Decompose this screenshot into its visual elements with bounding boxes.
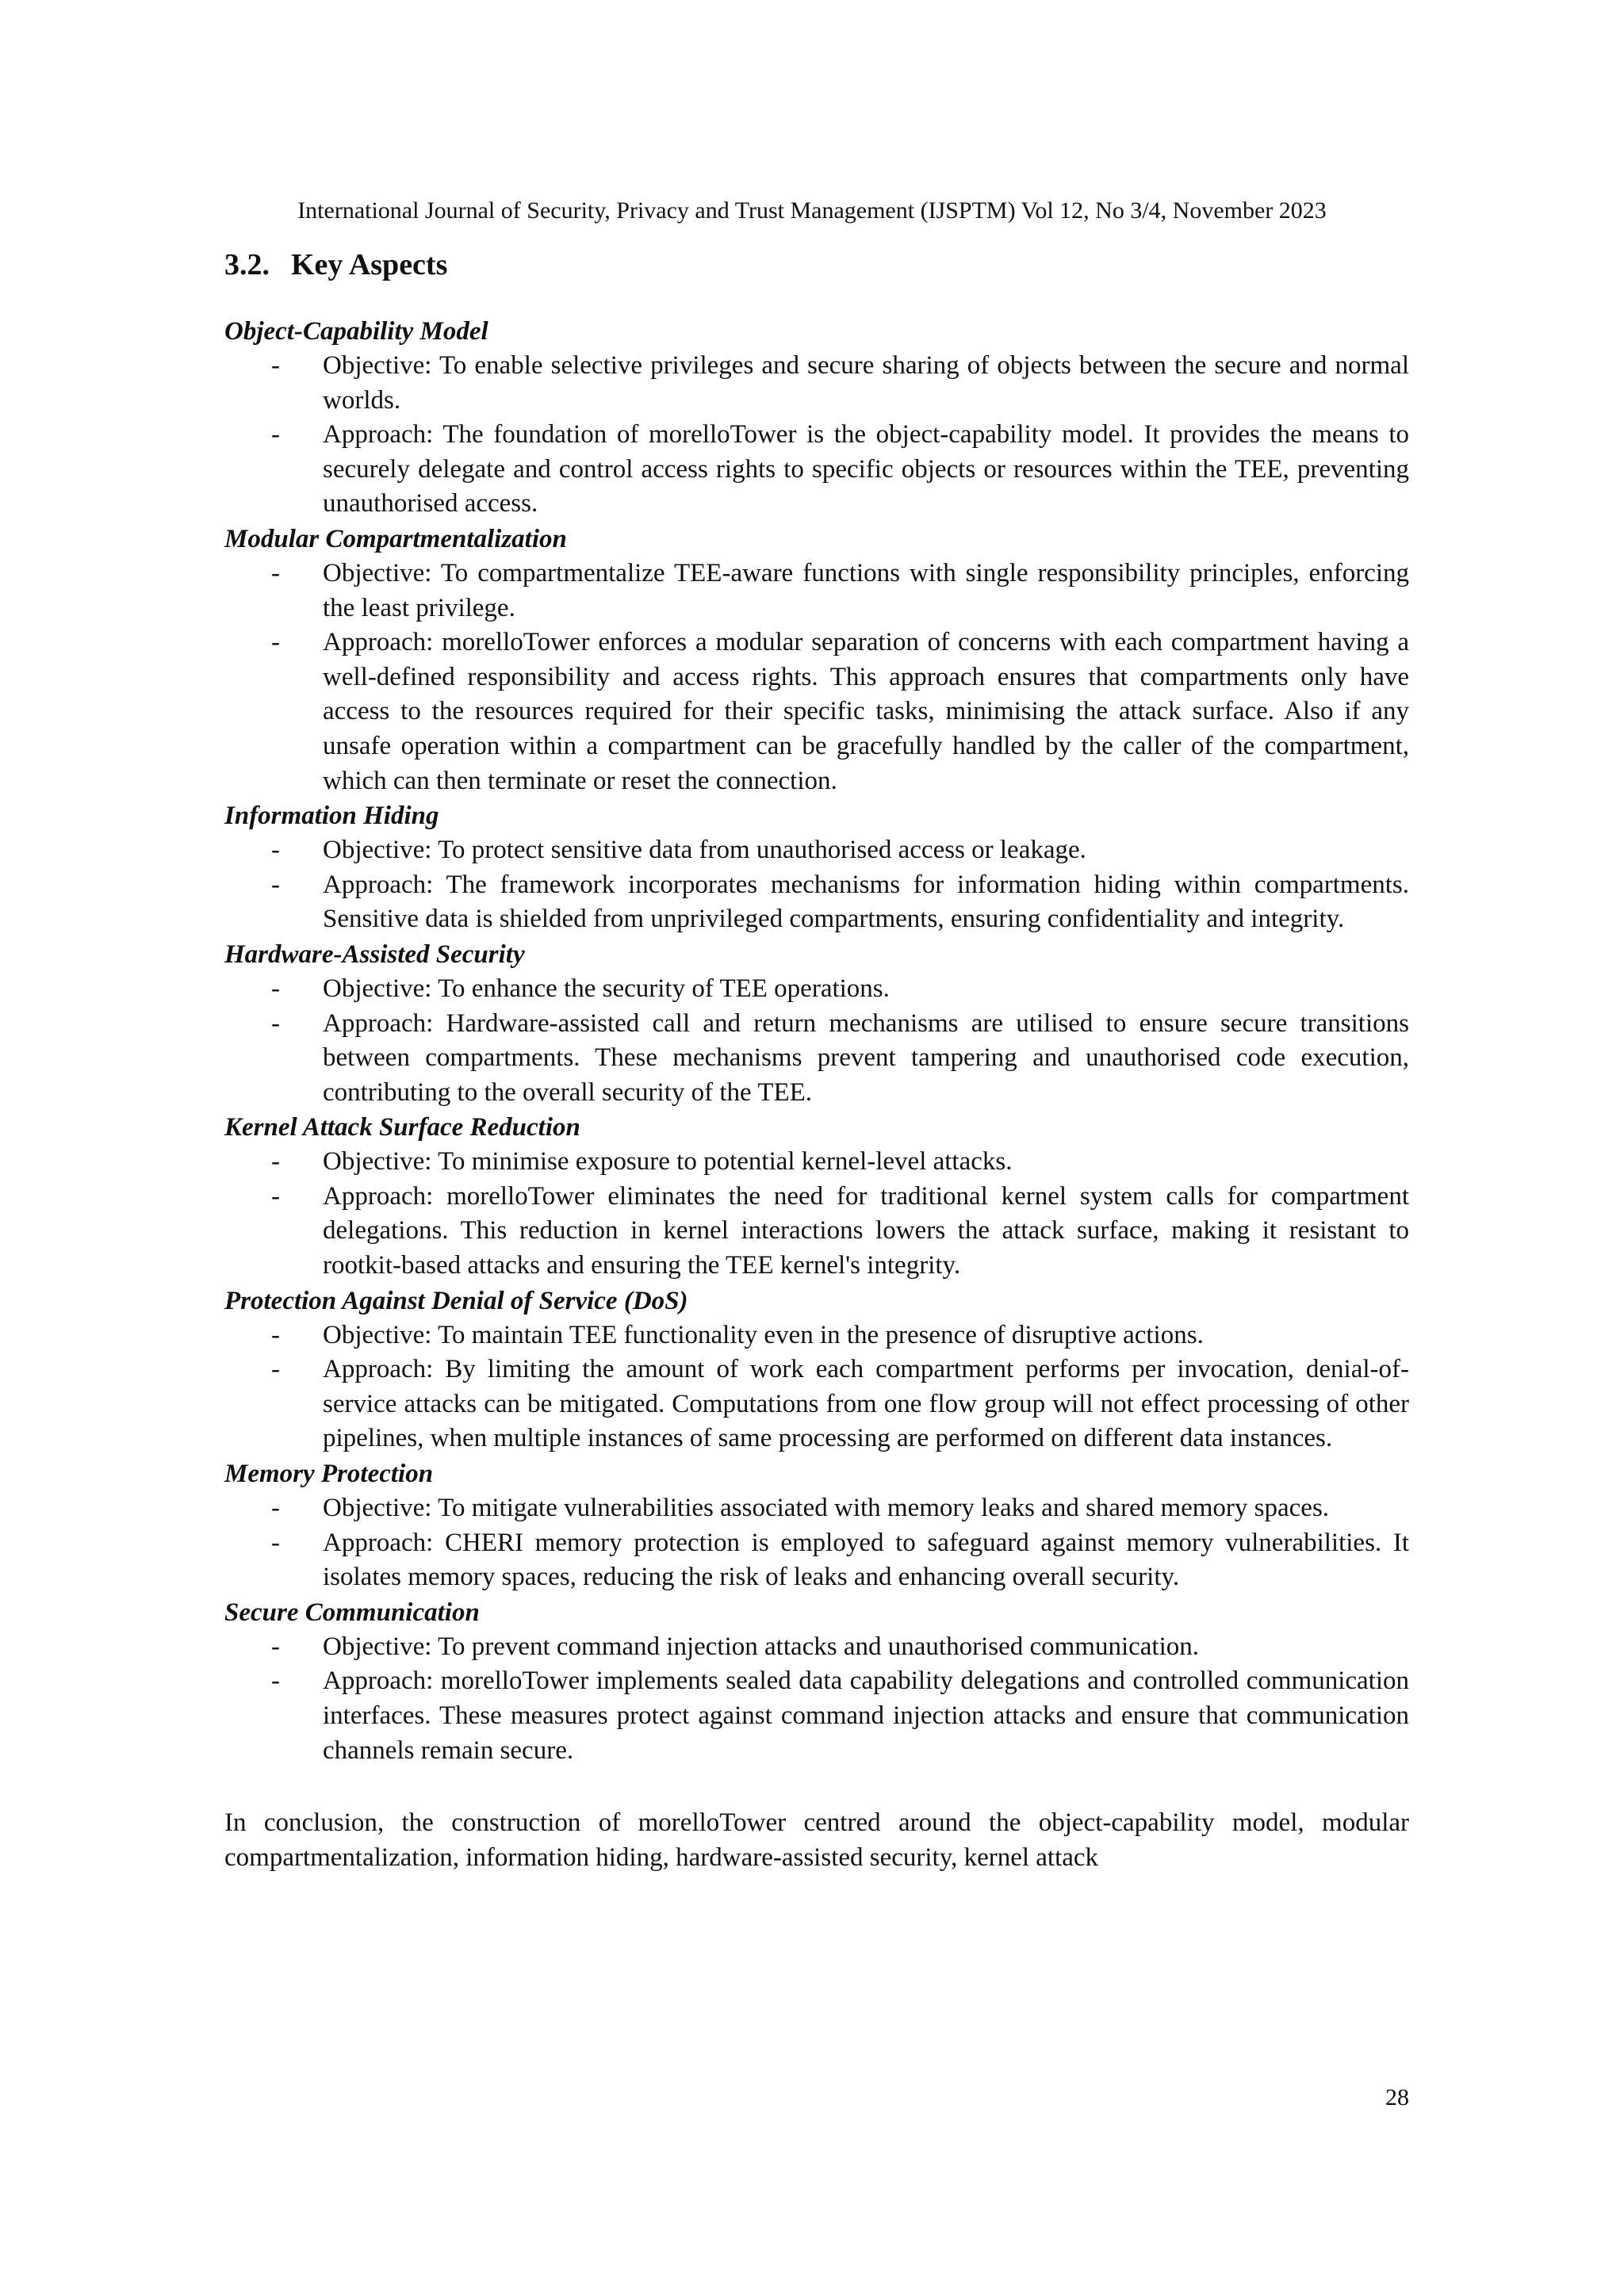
point-text: Approach: morelloTower enforces a modular separation of concerns with each compartment having a well-defined responsibility and access rights. This approach ensures that compartments only have access to the resources required for their specific tasks, minimising the attack surface. Also if any unsafe operation within a compartment can be gracefully handled by the caller of the compartment, which can then terminate or reset the connection.: [323, 628, 1409, 795]
approach-point: [224, 418, 1409, 522]
aspect-heading: Memory Protection: [224, 1460, 434, 1489]
aspect-heading: Secure Communication: [224, 1598, 480, 1627]
aspect-hardware-assisted-security: [224, 937, 1409, 1110]
page-number: 28: [1385, 2084, 1409, 2110]
list-dash: -: [271, 351, 280, 380]
aspect-modular-compartmentalization: [224, 522, 1409, 798]
list-dash: -: [271, 1320, 280, 1349]
aspect-heading: Information Hiding: [224, 802, 439, 831]
approach-point: [224, 1007, 1409, 1111]
objective-point: [224, 972, 1409, 1007]
approach-point: [224, 626, 1409, 798]
approach-point: [224, 1526, 1409, 1595]
approach-point: [224, 1664, 1409, 1768]
objective-point: [224, 1145, 1409, 1180]
list-dash: -: [271, 1181, 280, 1211]
point-text: Approach: Hardware-assisted call and return mechanisms are utilised to ensure secure transitions between compartments. These mechanisms prevent tampering and unauthorised code execution, contributing to the overall security of the TEE.: [323, 1008, 1409, 1107]
aspect-points: [224, 833, 1409, 937]
list-dash: -: [271, 558, 280, 587]
objective-point: [224, 349, 1409, 418]
list-dash: -: [271, 1355, 280, 1384]
aspect-heading: Protection Against Denial of Service (DoS): [224, 1286, 688, 1315]
page-content: [224, 244, 1409, 1875]
running-header: International Journal of Security, Privacy and Trust Management (IJSPTM) Vol 12, No 3/4, November 2023: [297, 197, 1327, 224]
objective-point: [224, 1318, 1409, 1353]
point-text: Approach: morelloTower eliminates the need for traditional kernel system calls for compartment delegations. This reduction in kernel interactions lowers the attack surface, making it resistant to rootkit-based attacks and ensuring the TEE kernel's integrity.: [323, 1181, 1409, 1280]
list-dash: -: [271, 420, 280, 450]
aspect-points: [224, 1318, 1409, 1456]
aspect-points: [224, 1491, 1409, 1595]
list-dash: -: [271, 1147, 280, 1177]
point-text: Objective: To maintain TEE functionality even in the presence of disruptive actions.: [323, 1320, 1204, 1349]
aspect-kernel-attack-surface-reduction: [224, 1110, 1409, 1283]
list-dash: -: [271, 1008, 280, 1038]
aspect-protection-against-dos: [224, 1284, 1409, 1456]
objective-point: [224, 833, 1409, 868]
aspect-heading: Hardware-Assisted Security: [224, 939, 525, 969]
aspect-points: [224, 1145, 1409, 1283]
aspect-points: [224, 972, 1409, 1110]
list-dash: -: [271, 1528, 280, 1557]
point-text: Objective: To enhance the security of TEE operations.: [323, 974, 890, 1003]
aspect-points: [224, 557, 1409, 798]
aspect-information-hiding: [224, 798, 1409, 937]
point-text: Approach: By limiting the amount of work each compartment performs per invocation, denial-of-service attacks can be mitigated. Computations from one flow group will not effect processing of other pipelines, when multiple instances of same processing are performed on different data instances.: [323, 1355, 1409, 1453]
point-text: Approach: The framework incorporates mechanisms for information hiding within compartments. Sensitive data is shielded from unprivileged compartments, ensuring confidentiality and integrity.: [323, 870, 1409, 934]
aspect-heading: Kernel Attack Surface Reduction: [224, 1113, 580, 1142]
point-text: Objective: To minimise exposure to potential kernel-level attacks.: [323, 1147, 1013, 1177]
approach-point: [224, 1353, 1409, 1456]
aspect-points: [224, 349, 1409, 522]
list-dash: -: [271, 1632, 280, 1661]
list-dash: -: [271, 1494, 280, 1523]
point-text: Objective: To prevent command injection attacks and unauthorised communication.: [323, 1632, 1200, 1661]
list-dash: -: [271, 1667, 280, 1696]
section-heading: [224, 244, 1409, 285]
conclusion-paragraph: In conclusion, the construction of morelloTower centred around the object-capability model, modular compartmentalization, information hiding, hardware-assisted security, kernel attack: [224, 1808, 1409, 1872]
point-text: Objective: To enable selective privileges and secure sharing of objects between the secure and normal worlds.: [323, 351, 1409, 415]
objective-point: [224, 1630, 1409, 1665]
aspect-secure-communication: [224, 1595, 1409, 1768]
objective-point: [224, 1491, 1409, 1526]
list-dash: -: [271, 870, 280, 899]
aspect-heading: Modular Compartmentalization: [224, 524, 567, 553]
approach-point: [224, 868, 1409, 937]
section-title: Key Aspects: [291, 248, 448, 281]
objective-point: [224, 557, 1409, 626]
point-text: Objective: To compartmentalize TEE-aware functions with single responsibility principles, enforcing the least privilege.: [323, 558, 1409, 622]
list-dash: -: [271, 628, 280, 657]
aspect-memory-protection: [224, 1456, 1409, 1595]
aspect-heading: Object-Capability Model: [224, 317, 488, 346]
point-text: Approach: CHERI memory protection is employed to safeguard against memory vulnerabilities. It isolates memory spaces, reducing the risk of leaks and enhancing overall security.: [323, 1528, 1409, 1592]
point-text: Approach: The foundation of morelloTower is the object-capability model. It provides the means to securely delegate and control access rights to specific objects or resources within the TEE, preventing unauthorised access.: [323, 420, 1409, 519]
section-number: 3.2.: [224, 248, 270, 281]
point-text: Approach: morelloTower implements sealed data capability delegations and controlled communication interfaces. These measures protect against command injection attacks and ensure that communication channels remain secure.: [323, 1667, 1409, 1765]
point-text: Objective: To protect sensitive data from unauthorised access or leakage.: [323, 836, 1086, 865]
list-dash: -: [271, 836, 280, 865]
aspect-object-capability-model: [224, 314, 1409, 522]
list-dash: -: [271, 974, 280, 1003]
point-text: Objective: To mitigate vulnerabilities associated with memory leaks and shared memory spaces.: [323, 1494, 1330, 1523]
aspect-points: [224, 1630, 1409, 1768]
approach-point: [224, 1180, 1409, 1284]
